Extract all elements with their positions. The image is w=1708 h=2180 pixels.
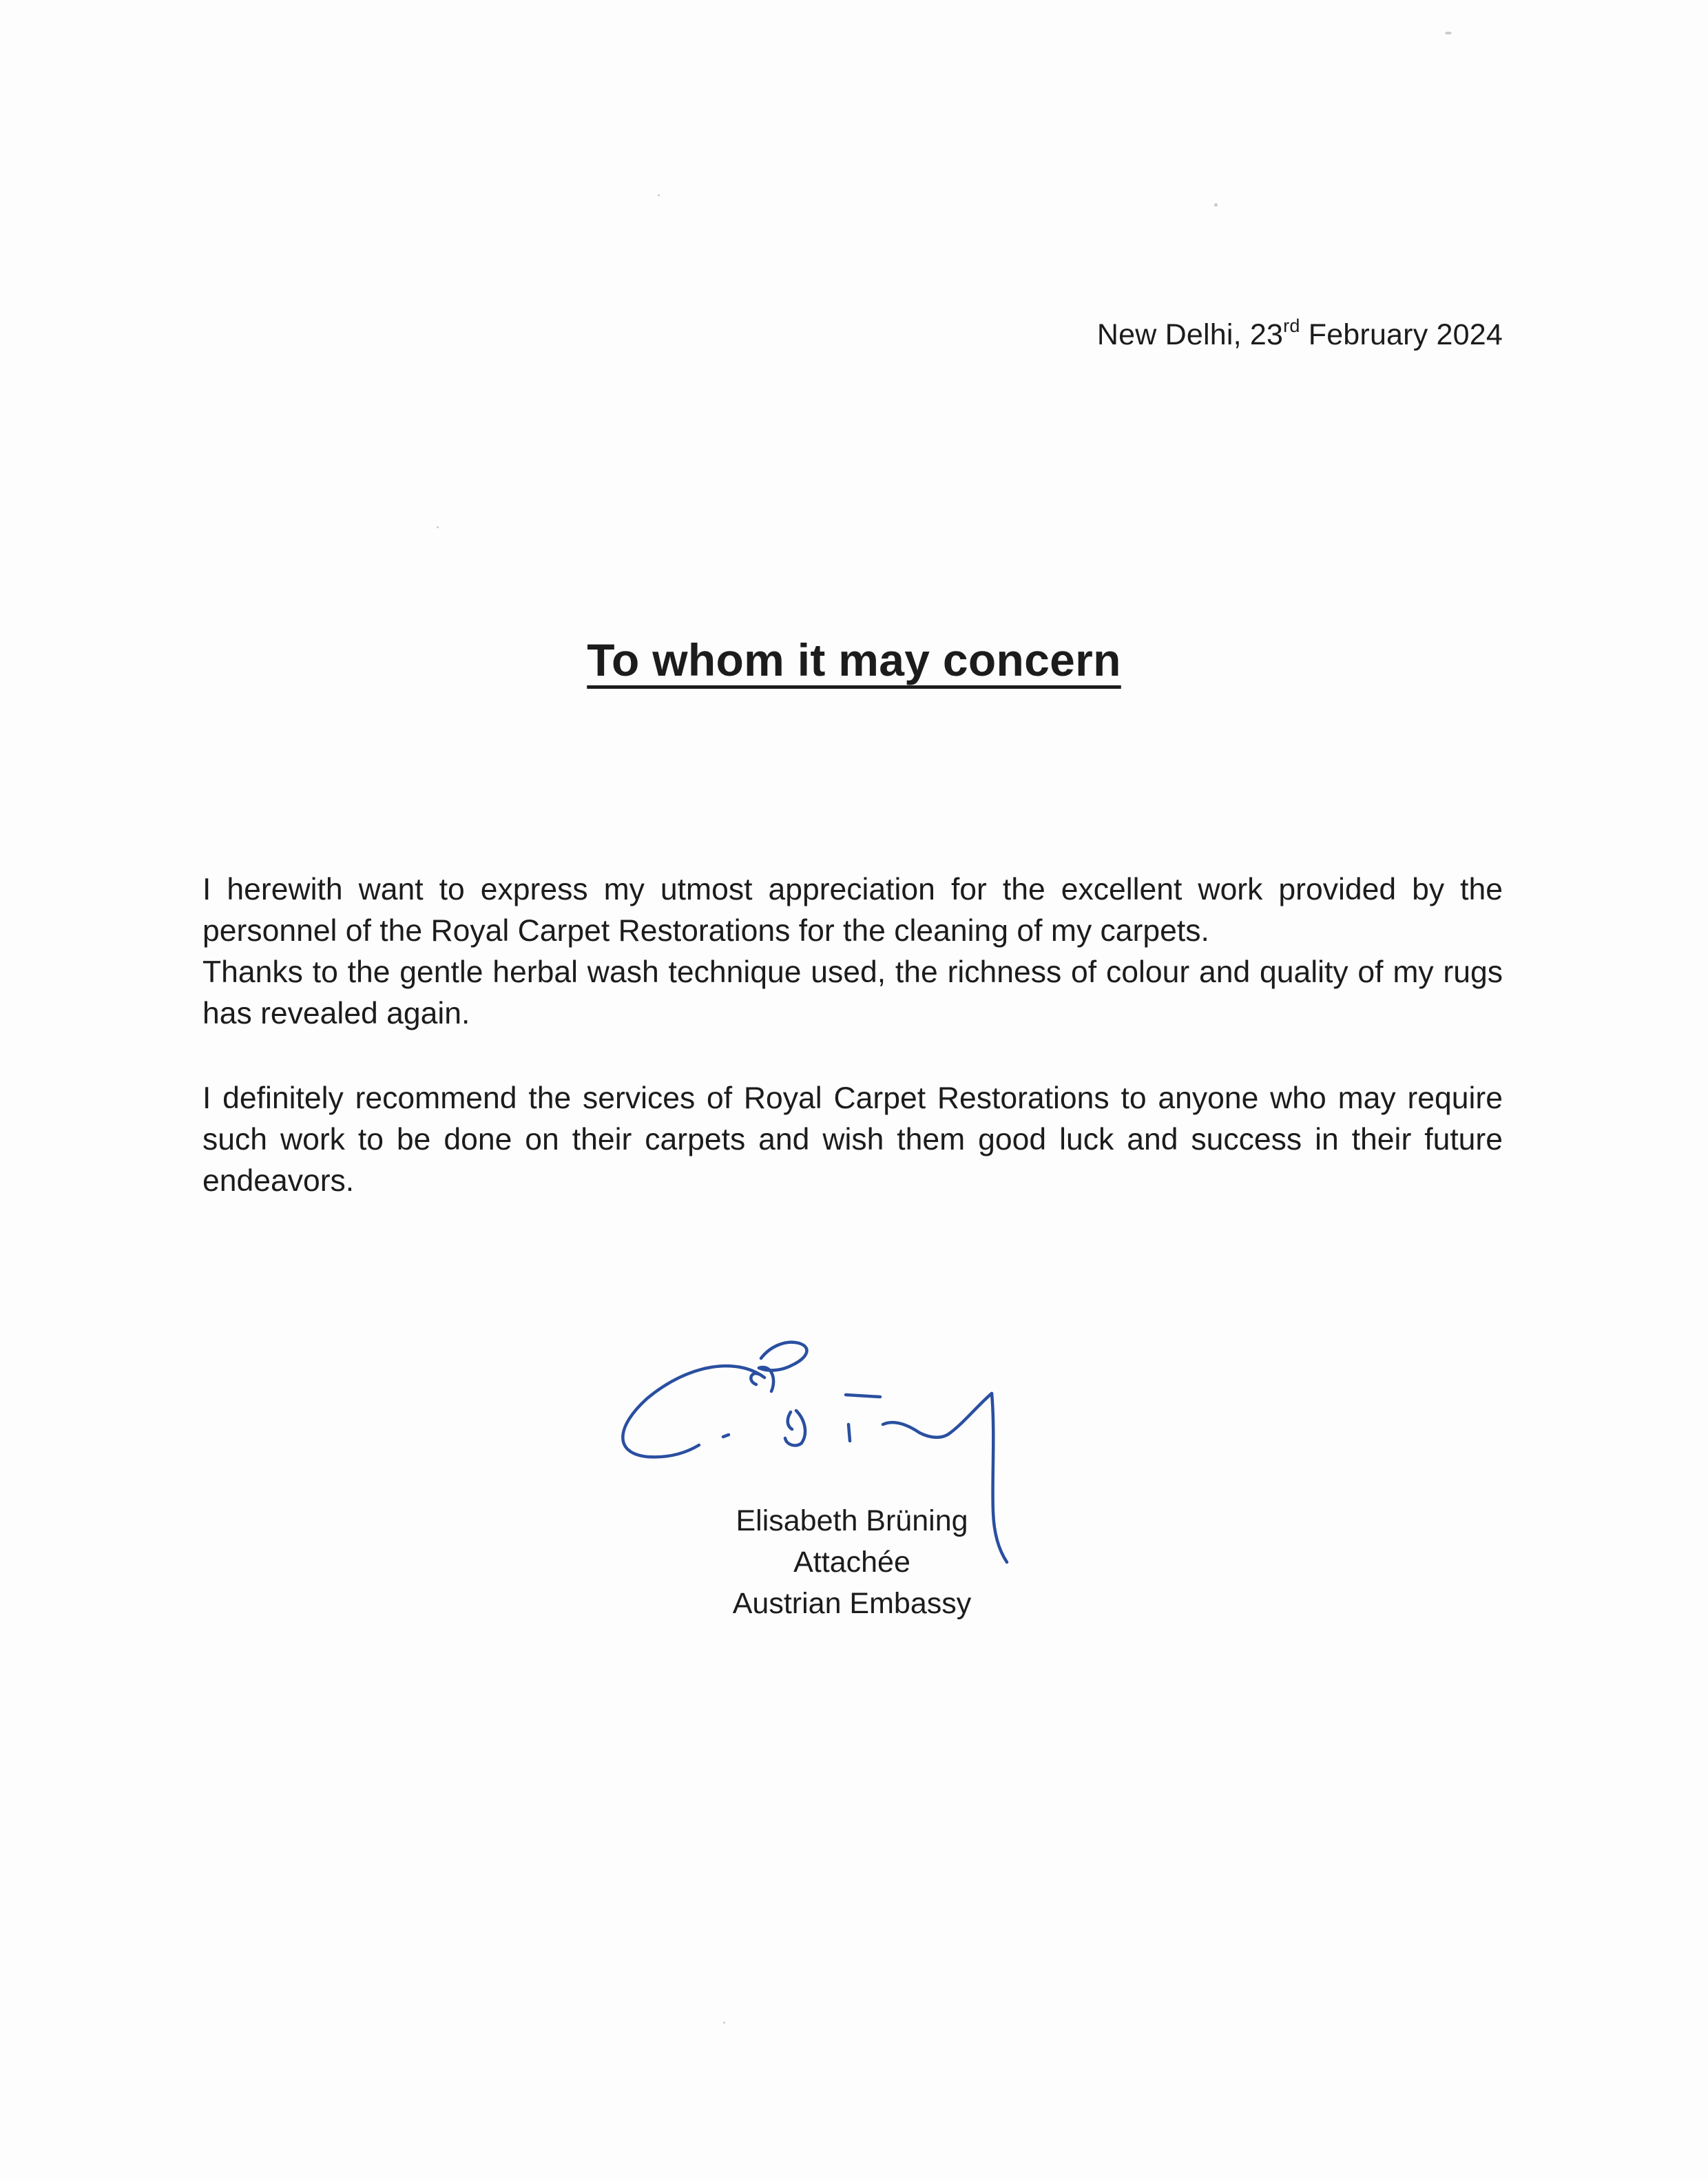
scan-speck — [1445, 32, 1452, 34]
paragraph-line: such work to be done on their carpets and wish them good luck and success in their future — [202, 1123, 1503, 1156]
scan-speck — [723, 2022, 725, 2024]
scan-speck — [658, 194, 660, 196]
date-prefix: New Delhi, 23 — [1096, 318, 1284, 351]
date-month-year: February 2024 — [1300, 318, 1503, 351]
paragraph-line: endeavors. — [202, 1164, 355, 1198]
signer-name: Elisabeth Brüning — [736, 1504, 968, 1537]
paragraph-appreciation — [202, 869, 1503, 1035]
signer-organization: Austrian Embassy — [732, 1587, 972, 1620]
signer-block — [0, 1500, 1708, 1624]
signer-position: Attachée — [793, 1546, 910, 1579]
date-ordinal-suffix: rd — [1283, 315, 1300, 336]
paragraph-line: has revealed again. — [202, 997, 470, 1030]
paragraph-line: personnel of the Royal Carpet Restorations for the cleaning of my carpets. — [202, 914, 1209, 948]
paragraph-line: I herewith want to express my utmost appreciation for the excellent work provided by the — [202, 873, 1503, 906]
paragraph-recommendation — [202, 1078, 1503, 1202]
letter-heading — [0, 634, 1708, 686]
paragraph-line: Thanks to the gentle herbal wash technique used, the richness of colour and quality of my rugs — [202, 955, 1503, 989]
letter-date — [1096, 315, 1503, 352]
scan-speck — [1214, 203, 1218, 207]
heading-text: To whom it may concern — [587, 634, 1121, 685]
paragraph-line: I definitely recommend the services of Royal Carpet Restorations to anyone who may require — [202, 1081, 1503, 1115]
scan-speck — [437, 526, 439, 528]
